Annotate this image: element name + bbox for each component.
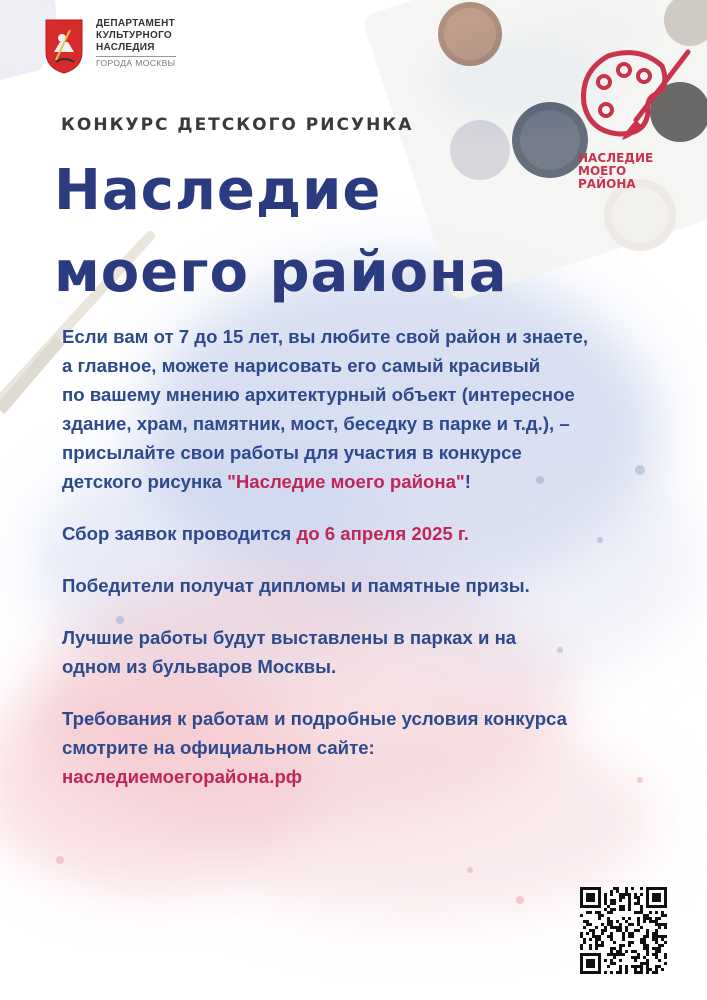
text-line: смотрите на официальном сайте: [62,737,375,758]
text-line: одном из бульваров Москвы. [62,656,337,677]
text-line: присылайте свои работы для участия в конкурсе [62,442,522,463]
contest-logo-text [578,152,653,191]
winners-paragraph: Победители получат дипломы и памятные призы. [62,575,530,596]
text-span: ! [464,471,471,492]
department-line: НАСЛЕДИЯ [96,42,155,53]
title-line-2: моего района [54,240,508,305]
department-line: КУЛЬТУРНОГО [96,30,173,41]
qr-code [580,887,667,974]
title-line-1: Наследие [54,158,382,223]
text-line: по вашему мнению архитектурный объект (интересное [62,384,575,405]
text-line: Требования к работам и подробные условия конкурса [62,708,567,729]
text-span: Сбор заявок проводится [62,523,297,544]
logo-text-line: МОЕГО [578,164,627,178]
exhibit-paragraph [62,623,682,681]
logo-text-line: НАСЛЕДИЕ [578,151,654,165]
deadline-highlight: до 6 апреля 2025 г. [296,523,469,544]
department-name [96,18,176,69]
department-line: ДЕПАРТАМЕНТ [96,18,176,29]
contest-name-highlight: "Наследие моего района" [227,471,465,492]
requirements-paragraph [62,704,682,791]
text-line: здание, храм, памятник, мост, беседку в парке и т.д.), – [62,413,570,434]
text-line: Лучшие работы будут выставлены в парках и на [62,627,517,648]
text-line [62,467,682,496]
moscow-coat-of-arms-icon [44,18,84,74]
logo-text-line: РАЙОНА [578,177,636,191]
intro-paragraph [62,322,682,496]
deadline-paragraph [62,519,682,548]
website-link[interactable]: наследиемоегорайона.рф [62,766,303,787]
department-header [44,18,176,74]
department-city: ГОРОДА МОСКВЫ [96,58,176,68]
announcement-body [62,322,682,791]
text-line: а главное, можете нарисовать его самый красивый [62,355,541,376]
text-line: Если вам от 7 до 15 лет, вы любите свой район и знаете, [62,326,589,347]
contest-label: КОНКУРС ДЕТСКОГО РИСУНКА [61,115,414,135]
page-title [54,150,508,314]
text-span: детского рисунка [62,471,228,492]
